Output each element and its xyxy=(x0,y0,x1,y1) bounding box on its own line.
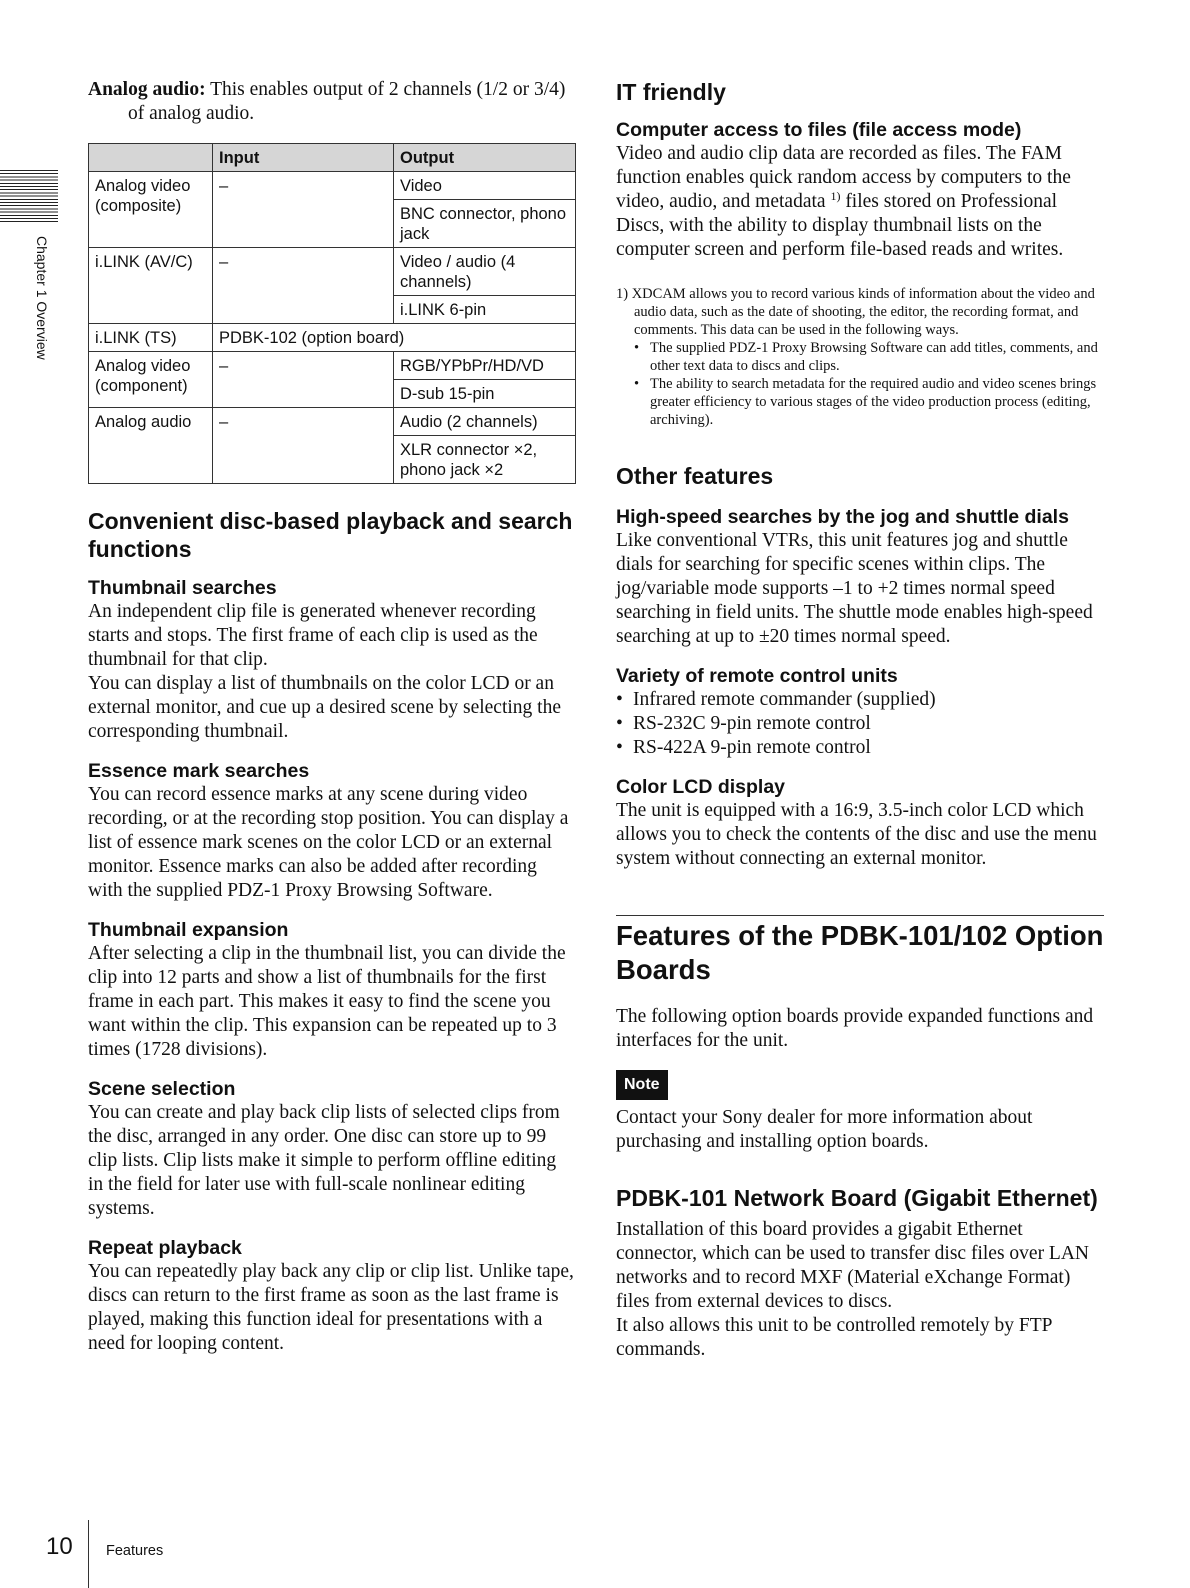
table-cell: Video xyxy=(394,172,576,200)
table-row xyxy=(89,352,576,380)
file-access-text-a: Video and audio clip data are recorded as files. The FAM function enables quick random access by computers to the video, audio, and metadata xyxy=(616,143,1071,212)
table-cell: Analog video (composite) xyxy=(89,172,213,248)
footnote-ref: 1) xyxy=(830,189,841,203)
repeat-heading: Repeat playback xyxy=(88,1237,242,1259)
expansion-heading: Thumbnail expansion xyxy=(88,919,289,941)
list-item-text: Infrared remote commander (supplied) xyxy=(633,689,936,710)
list-item-text: RS-232C 9-pin remote control xyxy=(633,713,871,734)
section-rule xyxy=(616,915,1104,916)
it-friendly-heading: IT friendly xyxy=(616,79,726,105)
features-heading: Features of the PDBK-101/102 Option Boards xyxy=(616,920,1104,985)
table-cell: – xyxy=(213,352,394,408)
table-row xyxy=(89,324,576,352)
lcd-heading: Color LCD display xyxy=(616,776,786,798)
page-number: 10 xyxy=(46,1533,73,1560)
thumbnail-searches-p2: You can display a list of thumbnails on the color LCD or an external monitor, and cue up a desired scene by selecting the corresponding thumbnail. xyxy=(88,673,561,742)
table-cell: Audio (2 channels) xyxy=(394,408,576,436)
table-header-row xyxy=(89,144,576,172)
footer-divider xyxy=(88,1520,89,1588)
table-cell: – xyxy=(213,408,394,484)
bullet-icon: • xyxy=(616,713,623,734)
table-cell: RGB/YPbPr/HD/VD xyxy=(394,352,576,380)
bullet-icon: • xyxy=(616,689,623,710)
table-row xyxy=(89,248,576,296)
lcd-p1: The unit is equipped with a 16:9, 3.5-inch color LCD which allows you to check the contents of the disc and use the menu system without connecting an external monitor. xyxy=(616,800,1097,869)
jog-heading: High-speed searches by the jog and shuttle dials xyxy=(616,506,1069,528)
table-header-cell: Output xyxy=(394,144,576,172)
left-column xyxy=(88,78,576,1356)
analog-audio-paragraph xyxy=(88,78,576,126)
jog-p1: Like conventional VTRs, this unit features jog and shuttle dials for searching for specific scenes within clips. The jog/variable mode supports –1 to +2 times normal speed searching in field units. The shuttle mode enables high-speed searching at up to ±20 times normal speed. xyxy=(616,530,1093,647)
footnote-list xyxy=(616,339,1104,429)
footnote-item-text: The ability to search metadata for the required audio and video scenes brings greater efficiency to various stages of the video production process (editing, archiving). xyxy=(650,376,1097,428)
file-access-heading: Computer access to files (file access mode) xyxy=(616,119,1022,141)
footnote-item xyxy=(616,339,1104,375)
list-item xyxy=(616,688,1104,712)
table-cell: PDBK-102 (option board) xyxy=(213,324,576,352)
chapter-tab xyxy=(0,170,58,222)
right-column xyxy=(616,78,1104,1362)
table-header-cell xyxy=(89,144,213,172)
remote-heading: Variety of remote control units xyxy=(616,665,898,687)
pdbk101-heading: PDBK-101 Network Board (Gigabit Ethernet) xyxy=(616,1185,1098,1211)
table-cell: XLR connector ×2, phono jack ×2 xyxy=(394,436,576,484)
table-cell: Analog video (component) xyxy=(89,352,213,408)
table-cell: i.LINK 6-pin xyxy=(394,296,576,324)
scene-heading: Scene selection xyxy=(88,1078,236,1100)
file-access-p1 xyxy=(616,142,1104,262)
footnote-item-text: The supplied PDZ-1 Proxy Browsing Software can add titles, comments, and other text data to discs and clips. xyxy=(650,340,1098,374)
table-row xyxy=(89,408,576,436)
table-cell: i.LINK (AV/C) xyxy=(89,248,213,324)
bullet-icon: • xyxy=(616,737,623,758)
table-row xyxy=(89,172,576,200)
remote-list xyxy=(616,688,1104,760)
table-cell: – xyxy=(213,248,394,324)
chapter-label: Chapter 1 Overview xyxy=(34,236,50,360)
footnote xyxy=(616,285,1104,429)
essence-heading: Essence mark searches xyxy=(88,760,310,782)
note-badge: Note xyxy=(616,1070,668,1100)
repeat-p1: You can repeatedly play back any clip or clip list. Unlike tape, discs can return to the first frame as soon as the last frame is played, making this function ideal for presentations with a need for looping content. xyxy=(88,1261,574,1354)
list-item-text: RS-422A 9-pin remote control xyxy=(633,737,871,758)
pdbk101-p2: It also allows this unit to be controlled remotely by FTP commands. xyxy=(616,1315,1052,1360)
bullet-icon: • xyxy=(634,340,640,356)
io-table xyxy=(88,143,576,484)
list-item xyxy=(616,736,1104,760)
footer-section-label: Features xyxy=(106,1543,164,1559)
table-cell: D-sub 15-pin xyxy=(394,380,576,408)
footnote-item xyxy=(616,375,1104,429)
convenient-heading: Convenient disc-based playback and search functions xyxy=(88,508,573,562)
thumbnail-searches-heading: Thumbnail searches xyxy=(88,577,277,599)
analog-audio-text: This enables output of 2 channels (1/2 or 3/4) of analog audio. xyxy=(128,79,566,124)
table-cell: – xyxy=(213,172,394,248)
features-intro: The following option boards provide expanded functions and interfaces for the unit. xyxy=(616,1006,1094,1051)
footnote-text: 1) XDCAM allows you to record various kinds of information about the video and audio data, such as the date of shooting, the editor, the recording format, and comments. This data can be used in the following ways. xyxy=(616,286,1095,338)
thumbnail-searches-p1: An independent clip file is generated whenever recording starts and stops. The first frame of each clip is used as the thumbnail for that clip. xyxy=(88,601,538,670)
file-access-text-b: files stored on Professional Discs, with the ability to display thumbnail lists on the computer screen and perform file-based reads and writes. xyxy=(616,191,1064,260)
analog-audio-term: Analog audio: xyxy=(88,79,206,100)
list-item xyxy=(616,712,1104,736)
table-header-cell: Input xyxy=(213,144,394,172)
table-cell: i.LINK (TS) xyxy=(89,324,213,352)
expansion-p1: After selecting a clip in the thumbnail list, you can divide the clip into 12 parts and show a list of thumbnails for the first frame in each part. This makes it easy to find the scene you want within the clip. This expansion can be repeated up to 3 times (1728 divisions). xyxy=(88,943,566,1060)
scene-p1: You can create and play back clip lists of selected clips from the disc, arranged in any order. One disc can store up to 99 clip lists. Clip lists make it simple to perform offline editing in the field for later use with full-scale nonlinear editing systems. xyxy=(88,1102,560,1219)
table-cell: BNC connector, phono jack xyxy=(394,200,576,248)
essence-p1: You can record essence marks at any scene during video recording, or at the recording stop position. You can display a list of essence mark scenes on the color LCD or an external monitor. Essence marks can also be added after recording with the supplied PDZ-1 Proxy Browsing Software. xyxy=(88,784,569,901)
note-row xyxy=(616,1070,1104,1100)
chapter-tab-stripes xyxy=(0,170,58,222)
other-features-heading: Other features xyxy=(616,463,774,489)
note-text: Contact your Sony dealer for more information about purchasing and installing option boards. xyxy=(616,1107,1033,1152)
table-cell: Analog audio xyxy=(89,408,213,484)
bullet-icon: • xyxy=(634,376,640,392)
pdbk101-p1: Installation of this board provides a gigabit Ethernet connector, which can be used to transfer disc files over LAN networks and to record MXF (Material eXchange Format) files from external devices to discs. xyxy=(616,1219,1090,1312)
table-cell: Video / audio (4 channels) xyxy=(394,248,576,296)
